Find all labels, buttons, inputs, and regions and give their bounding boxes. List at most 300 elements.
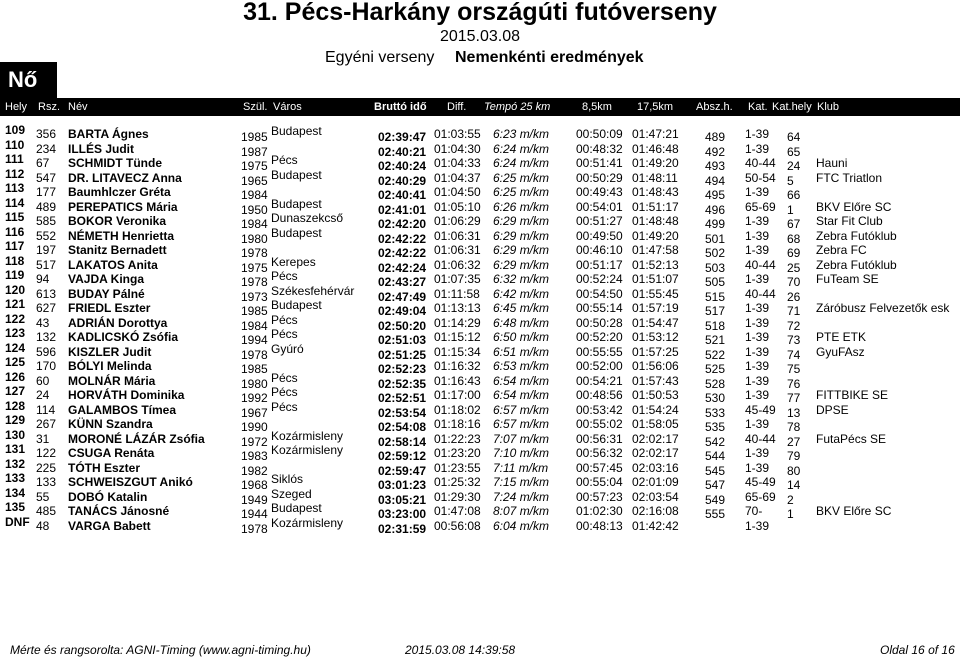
cell-tempo: 8:07 m/km xyxy=(493,504,550,518)
cell-km175: 02:01:09 xyxy=(632,475,679,489)
cell-rsz: 547 xyxy=(36,170,57,185)
cell-hely: 122 xyxy=(5,311,26,326)
cell-hely: 115 xyxy=(5,210,25,224)
subtitle-individual: Egyéni verseny xyxy=(325,49,435,66)
cell-kat: 1-39 xyxy=(745,344,770,359)
cell-varos: Pécs xyxy=(271,399,298,414)
cell-brutto: 02:59:12 xyxy=(378,449,427,463)
cell-nev: DR. LITAVECZ Anna xyxy=(68,170,182,185)
cell-tempo: 6:23 m/km xyxy=(493,127,550,141)
cell-km85: 00:49:50 xyxy=(576,228,623,243)
cell-tempo: 6:57 m/km xyxy=(493,417,550,431)
cell-hely: 117 xyxy=(5,239,25,253)
cell-km85: 00:46:10 xyxy=(576,243,623,257)
cell-hely: 124 xyxy=(5,340,26,355)
cell-tempo: 6:29 m/km xyxy=(493,214,550,228)
cell-rsz: 356 xyxy=(36,127,57,141)
table-row xyxy=(0,123,960,144)
cell-km85: 00:57:23 xyxy=(576,489,623,504)
cell-diff: 01:25:32 xyxy=(434,475,481,489)
cell-absz: 542 xyxy=(705,434,726,449)
cell-km175: 01:52:13 xyxy=(632,257,679,272)
cell-hely: 118 xyxy=(5,253,25,268)
cell-szul: 1984 xyxy=(241,217,268,231)
cell-kat: 1-39 xyxy=(745,373,770,388)
cell-absz: 535 xyxy=(705,420,726,434)
cell-diff: 01:13:13 xyxy=(434,301,481,315)
cell-absz: 495 xyxy=(705,188,726,202)
cell-varos: Pécs xyxy=(271,269,298,283)
cell-diff: 01:14:29 xyxy=(434,315,481,330)
cell-kat: 1-39 xyxy=(745,518,770,533)
cell-tempo: 6:51 m/km xyxy=(493,344,550,359)
cell-varos: Kozármisleny xyxy=(271,443,344,457)
col-brutto: Bruttó idő xyxy=(374,101,427,113)
cell-hely: 116 xyxy=(5,224,25,239)
cell-absz: 528 xyxy=(705,376,726,391)
cell-km175: 01:58:05 xyxy=(632,417,679,431)
cell-absz: 525 xyxy=(705,362,726,376)
cell-tempo: 6:25 m/km xyxy=(493,185,550,199)
cell-km175: 01:46:48 xyxy=(632,141,679,156)
cell-km175: 01:55:45 xyxy=(632,286,679,301)
cell-nev: Baumhlczer Gréta xyxy=(68,185,171,199)
cell-hely: 131 xyxy=(5,442,26,456)
cell-varos: Gyúró xyxy=(271,341,304,356)
cell-szul: 1968 xyxy=(241,478,268,492)
cell-km85: 00:51:27 xyxy=(576,214,623,228)
cell-kat: 1-39 xyxy=(745,359,770,373)
cell-szul: 1967 xyxy=(241,405,268,420)
cell-szul: 1944 xyxy=(241,507,268,521)
table-row xyxy=(0,413,960,434)
cell-nev: SCHWEISZGUT Anikó xyxy=(68,475,193,489)
cell-kat: 1-39 xyxy=(745,301,770,315)
cell-hely: 134 xyxy=(5,485,26,500)
footer-timestamp: 2015.03.08 14:39:58 xyxy=(405,643,516,657)
cell-absz: 518 xyxy=(705,318,726,333)
cell-diff: 01:18:16 xyxy=(434,417,481,431)
cell-kat: 1-39 xyxy=(745,185,770,199)
cell-tempo: 6:57 m/km xyxy=(493,402,550,417)
col-kat: Kat. xyxy=(748,101,768,113)
cell-klub: BKV Előre SC xyxy=(816,199,892,214)
cell-tempo: 6:24 m/km xyxy=(493,156,550,170)
cell-hely: DNF xyxy=(5,514,30,529)
cell-hely: 120 xyxy=(5,282,26,297)
cell-tempo: 6:32 m/km xyxy=(493,272,550,286)
cell-kat: 1-39 xyxy=(745,417,770,431)
cell-kathely: 66 xyxy=(787,188,801,202)
cell-rsz: 94 xyxy=(36,272,50,286)
cell-brutto: 02:53:54 xyxy=(378,405,427,420)
table-row xyxy=(0,181,960,202)
col-8-5km: 8,5km xyxy=(582,101,612,113)
cell-diff: 01:15:12 xyxy=(434,330,481,344)
cell-kat: 1-39 xyxy=(745,127,770,141)
cell-hely: 110 xyxy=(5,137,25,152)
cell-kat: 70- xyxy=(745,504,763,518)
cell-hely: 121 xyxy=(5,297,26,311)
cell-km175: 01:51:07 xyxy=(632,272,679,286)
cell-rsz: 267 xyxy=(36,417,57,431)
cell-szul: 1965 xyxy=(241,173,268,188)
cell-szul: 1994 xyxy=(241,333,268,347)
cell-kathely: 14 xyxy=(787,478,801,492)
cell-kathely: 73 xyxy=(787,333,801,347)
cell-tempo: 6:24 m/km xyxy=(493,141,550,156)
col-nev: Név xyxy=(68,101,88,113)
cell-brutto: 02:41:01 xyxy=(378,202,427,217)
cell-klub: FuTeam SE xyxy=(816,272,879,286)
table-row xyxy=(0,326,960,347)
table-row xyxy=(0,355,960,376)
cell-szul: 1980 xyxy=(241,376,268,391)
cell-tempo: 7:24 m/km xyxy=(493,489,550,504)
cell-tempo: 7:11 m/km xyxy=(493,460,549,475)
cell-hely: 129 xyxy=(5,413,26,427)
cell-km85: 00:54:01 xyxy=(576,199,623,214)
cell-hely: 126 xyxy=(5,369,26,384)
cell-rsz: 596 xyxy=(36,344,57,359)
cell-km85: 01:02:30 xyxy=(576,504,623,518)
cell-km175: 02:03:16 xyxy=(632,460,679,475)
cell-kathely: 69 xyxy=(787,246,801,260)
cell-hely: 125 xyxy=(5,355,26,369)
cell-nev: ILLÉS Judit xyxy=(68,141,134,156)
cell-szul: 1973 xyxy=(241,289,268,304)
cell-kathely: 74 xyxy=(787,347,801,362)
cell-brutto: 02:42:20 xyxy=(378,217,427,231)
cell-klub: PTE ETK xyxy=(816,330,867,344)
cell-brutto: 02:43:27 xyxy=(378,275,427,289)
cell-hely: 112 xyxy=(5,166,25,181)
table-row xyxy=(0,471,960,492)
cell-tempo: 6:25 m/km xyxy=(493,170,550,185)
cell-diff: 01:06:32 xyxy=(434,257,481,272)
table-row xyxy=(0,297,960,318)
cell-diff: 01:06:29 xyxy=(434,214,481,228)
cell-diff: 01:04:30 xyxy=(434,141,481,156)
cell-km85: 00:50:09 xyxy=(576,127,623,141)
cell-km175: 01:56:06 xyxy=(632,359,679,373)
cell-km175: 01:57:43 xyxy=(632,373,679,388)
cell-km85: 00:56:32 xyxy=(576,446,623,460)
cell-km85: 00:50:28 xyxy=(576,315,623,330)
cell-diff: 01:06:31 xyxy=(434,243,481,257)
col-kathely: Kat.hely xyxy=(772,101,812,113)
cell-varos: Siklós xyxy=(271,472,304,486)
cell-nev: PEREPATICS Mária xyxy=(68,199,178,214)
cell-szul: 1975 xyxy=(241,260,268,275)
cell-varos: Dunaszekcső xyxy=(271,211,344,225)
cell-nev: VAJDA Kinga xyxy=(68,272,145,286)
cell-brutto: 02:51:25 xyxy=(378,347,427,362)
cell-szul: 1984 xyxy=(241,318,268,333)
cell-hely: 127 xyxy=(5,384,26,398)
cell-absz: 555 xyxy=(705,507,726,521)
cell-km85: 00:55:02 xyxy=(576,417,623,431)
cell-szul: 1990 xyxy=(241,420,268,434)
cell-absz: 522 xyxy=(705,347,726,362)
cell-varos: Kozármisleny xyxy=(271,515,344,530)
cell-tempo: 6:54 m/km xyxy=(493,388,550,402)
cell-nev: MOLNÁR Mária xyxy=(68,373,156,388)
cell-kat: 1-39 xyxy=(745,446,770,460)
cell-rsz: 60 xyxy=(36,373,50,388)
cell-klub: Hauni xyxy=(816,156,848,170)
category-badge: Nő xyxy=(0,62,57,98)
cell-km85: 00:54:50 xyxy=(576,286,623,301)
cell-diff: 01:06:31 xyxy=(434,228,481,243)
cell-varos: Pécs xyxy=(271,370,298,385)
page-total: 16 xyxy=(941,643,955,657)
cell-brutto: 03:23:00 xyxy=(378,507,427,521)
cell-diff: 01:04:50 xyxy=(434,185,481,199)
cell-kat: 1-39 xyxy=(745,272,770,286)
cell-kathely: 79 xyxy=(787,449,801,463)
table-row xyxy=(0,239,960,260)
cell-klub: FutaPécs SE xyxy=(816,431,887,446)
cell-varos: Kerepes xyxy=(271,254,316,269)
cell-tempo: 6:29 m/km xyxy=(493,257,550,272)
cell-nev: KÜNN Szandra xyxy=(68,417,153,431)
cell-tempo: 7:15 m/km xyxy=(493,475,550,489)
col-absz: Absz.h. xyxy=(696,101,733,113)
cell-rsz: 234 xyxy=(36,141,57,156)
cell-varos: Székesfehérvár xyxy=(271,283,355,298)
cell-rsz: 517 xyxy=(36,257,57,272)
cell-km85: 00:50:29 xyxy=(576,170,623,185)
cell-szul: 1985 xyxy=(241,362,268,376)
cell-hely: 132 xyxy=(5,456,26,471)
cell-diff: 01:18:02 xyxy=(434,402,481,417)
cell-klub: FITTBIKE SE xyxy=(816,388,889,402)
cell-hely: 113 xyxy=(5,181,25,195)
cell-brutto: 02:42:22 xyxy=(378,246,427,260)
cell-brutto: 02:47:49 xyxy=(378,289,427,304)
cell-kathely: 1 xyxy=(787,202,794,217)
cell-klub: BKV Előre SC xyxy=(816,504,892,518)
cell-szul: 1978 xyxy=(241,246,268,260)
cell-km175: 01:47:58 xyxy=(632,243,679,257)
cell-absz: 501 xyxy=(705,231,726,246)
cell-diff: 01:17:00 xyxy=(434,388,481,402)
cell-kathely: 25 xyxy=(787,260,801,275)
cell-km85: 00:53:42 xyxy=(576,402,623,417)
table-row xyxy=(0,442,960,463)
cell-rsz: 489 xyxy=(36,199,57,214)
cell-kat: 40-44 xyxy=(745,286,776,301)
cell-km85: 00:52:00 xyxy=(576,359,623,373)
cell-szul: 1975 xyxy=(241,159,268,173)
cell-km85: 00:54:21 xyxy=(576,373,623,388)
cell-nev: ADRIÁN Dorottya xyxy=(68,315,168,330)
cell-kat: 1-39 xyxy=(745,243,770,257)
cell-kathely: 71 xyxy=(787,304,801,318)
cell-kat: 45-49 xyxy=(745,402,776,417)
col-tempo: Tempó 25 km xyxy=(484,101,551,113)
cell-rsz: 55 xyxy=(36,489,50,504)
cell-kathely: 80 xyxy=(787,463,801,478)
cell-absz: 502 xyxy=(705,246,726,260)
cell-szul: 1983 xyxy=(241,449,268,463)
table-row xyxy=(0,268,960,289)
cell-brutto: 02:52:51 xyxy=(378,391,427,405)
cell-hely: 128 xyxy=(5,398,26,413)
cell-hely: 114 xyxy=(5,195,25,210)
cell-varos: Pécs xyxy=(271,153,298,167)
cell-brutto: 02:50:20 xyxy=(378,318,427,333)
cell-rsz: 170 xyxy=(36,359,57,373)
column-header-bar xyxy=(0,98,960,116)
cell-absz: 547 xyxy=(705,478,726,492)
cell-tempo: 6:54 m/km xyxy=(493,373,550,388)
cell-km175: 01:53:12 xyxy=(632,330,679,344)
cell-km175: 01:54:47 xyxy=(632,315,679,330)
cell-varos: Pécs xyxy=(271,312,298,327)
cell-rsz: 31 xyxy=(36,431,50,446)
cell-rsz: 24 xyxy=(36,388,50,402)
cell-rsz: 132 xyxy=(36,330,57,344)
cell-szul: 1985 xyxy=(241,304,268,318)
cell-absz: 521 xyxy=(705,333,726,347)
cell-szul: 1978 xyxy=(241,521,268,536)
cell-km175: 01:49:20 xyxy=(632,228,679,243)
cell-varos: Budapest xyxy=(271,225,322,240)
cell-nev: TANÁCS Jánosné xyxy=(68,504,170,518)
cell-km175: 01:48:48 xyxy=(632,214,679,228)
cell-diff: 01:16:43 xyxy=(434,373,481,388)
cell-kathely: 77 xyxy=(787,391,801,405)
cell-km175: 02:02:17 xyxy=(632,446,679,460)
cell-klub: DPSE xyxy=(816,402,849,417)
cell-kat: 1-39 xyxy=(745,315,770,330)
cell-nev: BÓLYI Melinda xyxy=(68,359,152,373)
cell-klub: Zebra Futóklub xyxy=(816,257,897,272)
cell-nev: NÉMETH Henrietta xyxy=(68,228,175,243)
cell-nev: BARTA Ágnes xyxy=(68,127,149,141)
cell-absz: 517 xyxy=(705,304,726,318)
cell-km175: 02:02:17 xyxy=(632,431,679,446)
table-row xyxy=(0,384,960,405)
cell-brutto: 03:05:21 xyxy=(378,492,427,507)
cell-szul: 1950 xyxy=(241,202,268,217)
cell-kathely: 67 xyxy=(787,217,801,231)
cell-hely: 130 xyxy=(5,427,26,442)
cell-km85: 00:51:17 xyxy=(576,257,623,272)
cell-klub: FTC Triatlon xyxy=(816,170,883,185)
cell-szul: 1972 xyxy=(241,434,268,449)
cell-km175: 01:51:17 xyxy=(632,199,679,214)
cell-szul: 1982 xyxy=(241,463,268,478)
cell-diff: 01:23:55 xyxy=(434,460,481,475)
col-varos: Város xyxy=(273,101,302,113)
cell-tempo: 7:07 m/km xyxy=(493,431,550,446)
cell-km175: 01:57:25 xyxy=(632,344,679,359)
cell-klub: Zebra Futóklub xyxy=(816,228,897,243)
cell-diff: 00:56:08 xyxy=(434,518,481,533)
cell-kathely: 64 xyxy=(787,130,801,144)
cell-km175: 01:57:19 xyxy=(632,301,679,315)
cell-hely: 119 xyxy=(5,268,25,282)
cell-km175: 01:48:11 xyxy=(632,170,678,185)
cell-kat: 1-39 xyxy=(745,388,770,402)
cell-nev: VARGA Babett xyxy=(68,518,151,533)
cell-brutto: 02:40:24 xyxy=(378,159,427,173)
cell-varos: Pécs xyxy=(271,327,298,341)
cell-kathely: 1 xyxy=(787,507,794,521)
cell-km85: 00:55:04 xyxy=(576,475,623,489)
cell-szul: 1992 xyxy=(241,391,268,405)
cell-kat: 1-39 xyxy=(745,141,770,156)
cell-tempo: 6:42 m/km xyxy=(493,286,550,301)
page-prefix: Oldal xyxy=(880,643,909,657)
subtitle-gender-results: Nemenkénti eredmények xyxy=(455,49,644,66)
cell-varos: Szeged xyxy=(271,486,312,501)
cell-rsz: 48 xyxy=(36,518,50,533)
cell-nev: BUDAY Pálné xyxy=(68,286,145,301)
cell-klub: Záróbusz Felvezetők esk xyxy=(816,301,950,315)
cell-rsz: 133 xyxy=(36,475,57,489)
footer-timing-credit: Mérte és rangsorolta: AGNI-Timing (www.agni-timing.hu) xyxy=(10,643,311,657)
cell-kat: 40-44 xyxy=(745,156,776,170)
cell-kat: 1-39 xyxy=(745,214,770,228)
cell-absz: 545 xyxy=(705,463,726,478)
cell-diff: 01:11:58 xyxy=(434,286,480,301)
cell-kat: 40-44 xyxy=(745,257,776,272)
cell-absz: 549 xyxy=(705,492,726,507)
cell-rsz: 613 xyxy=(36,286,57,301)
cell-rsz: 485 xyxy=(36,504,57,518)
cell-kathely: 5 xyxy=(787,173,794,188)
cell-km85: 00:48:13 xyxy=(576,518,623,533)
page-current: 16 xyxy=(911,643,925,657)
cell-kathely: 76 xyxy=(787,376,801,391)
cell-szul: 1987 xyxy=(241,144,268,159)
cell-kat: 1-39 xyxy=(745,460,770,475)
cell-tempo: 6:04 m/km xyxy=(493,518,550,533)
cell-kat: 65-69 xyxy=(745,489,776,504)
cell-diff: 01:03:55 xyxy=(434,127,481,141)
cell-km175: 01:42:42 xyxy=(632,518,679,533)
cell-varos: Budapest xyxy=(271,167,322,182)
cell-brutto: 02:42:24 xyxy=(378,260,427,275)
cell-nev: TÓTH Eszter xyxy=(68,460,141,475)
cell-km85: 00:48:56 xyxy=(576,388,623,402)
cell-kathely: 13 xyxy=(787,405,801,420)
cell-hely: 135 xyxy=(5,500,26,514)
cell-absz: 530 xyxy=(705,391,726,405)
cell-szul: 1978 xyxy=(241,347,268,362)
cell-varos: Pécs xyxy=(271,385,298,399)
cell-km175: 01:54:24 xyxy=(632,402,679,417)
cell-brutto: 02:51:03 xyxy=(378,333,427,347)
cell-nev: KADLICSKÓ Zsófia xyxy=(68,330,179,344)
cell-absz: 496 xyxy=(705,202,726,217)
cell-kat: 50-54 xyxy=(745,170,776,185)
cell-brutto: 03:01:23 xyxy=(378,478,427,492)
cell-nev: BOKOR Veronika xyxy=(68,214,167,228)
cell-brutto: 02:31:59 xyxy=(378,521,427,536)
cell-rsz: 627 xyxy=(36,301,57,315)
cell-klub: Star Fit Club xyxy=(816,214,883,228)
col-klub: Klub xyxy=(817,101,840,113)
cell-absz: 492 xyxy=(705,144,726,159)
cell-absz: 493 xyxy=(705,159,726,173)
cell-brutto: 02:52:23 xyxy=(378,362,427,376)
cell-diff: 01:23:20 xyxy=(434,446,481,460)
